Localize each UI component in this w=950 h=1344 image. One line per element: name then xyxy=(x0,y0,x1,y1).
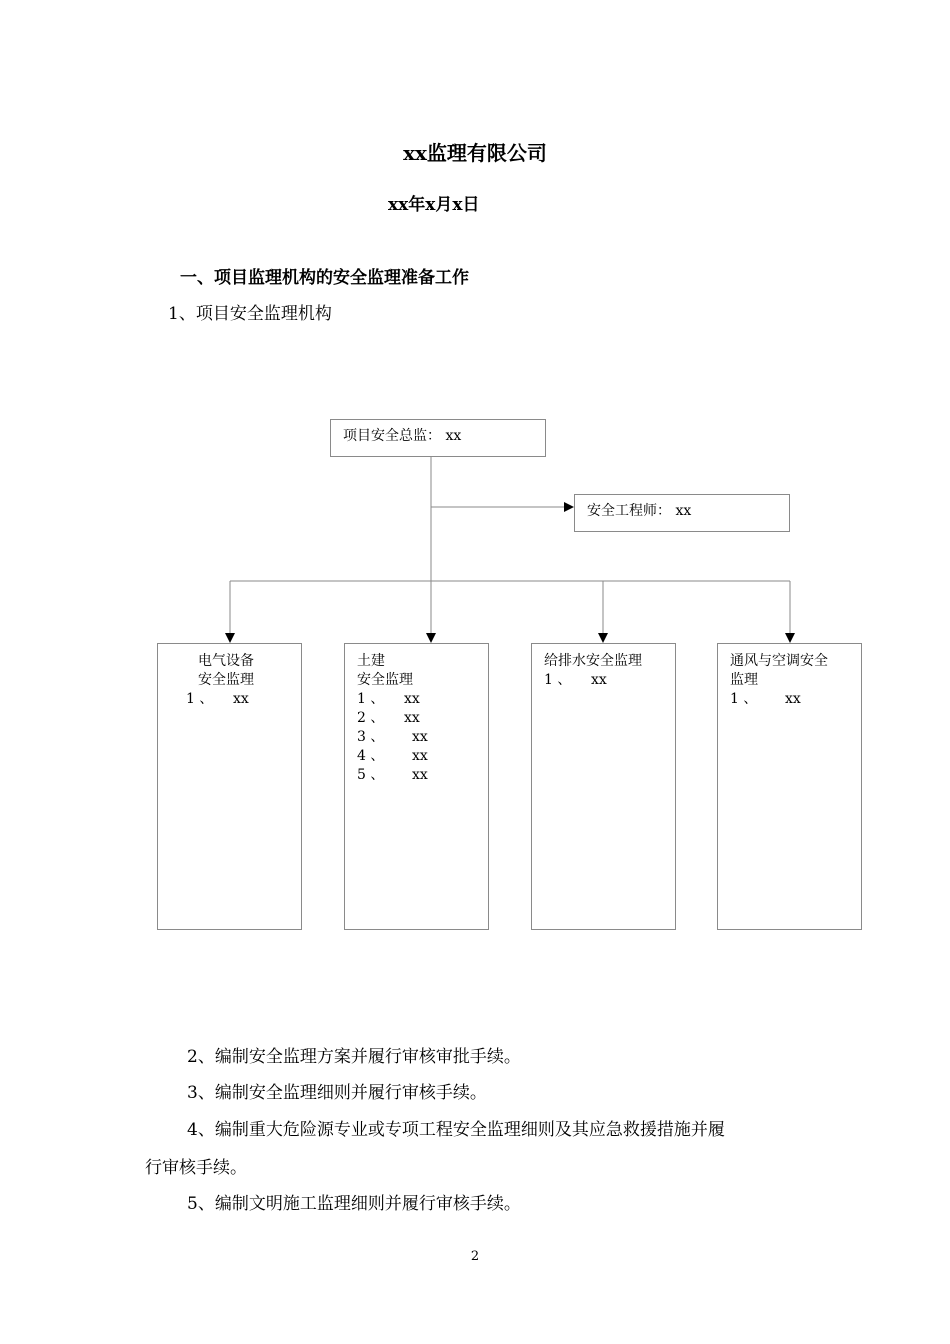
member-number: 3 、 xyxy=(357,729,385,745)
dept-member-item xyxy=(357,728,488,747)
member-name: xx xyxy=(591,672,607,688)
dept-member-item xyxy=(730,690,861,709)
chief-supervisor-label: 项目安全总监： xx xyxy=(343,428,462,444)
member-name: xx xyxy=(233,691,249,707)
dept-title-line: 安全监理 xyxy=(198,672,254,688)
dept-title-line: 监理 xyxy=(730,672,758,688)
member-number: 1 、 xyxy=(357,691,385,707)
member-number: 1 、 xyxy=(544,672,572,688)
dept-title-line: 安全监理 xyxy=(357,672,413,688)
dept-box-hvac xyxy=(717,643,862,930)
safety-engineer-box xyxy=(574,494,790,532)
list-item-3: 3、编制安全监理细则并履行审核手续。 xyxy=(187,1083,487,1103)
dept-member-item xyxy=(357,747,488,766)
member-number: 1 、 xyxy=(186,691,214,707)
member-name: xx xyxy=(404,710,420,726)
list-item-4-line-1: 4、编制重大危险源专业或专项工程安全监理细则及其应急救援措施并履 xyxy=(187,1120,725,1140)
member-number: 1 、 xyxy=(730,691,758,707)
member-name: xx xyxy=(412,729,428,745)
dept-member-item xyxy=(357,709,488,728)
dept-title-line: 给排水安全监理 xyxy=(544,653,642,669)
chief-supervisor-box xyxy=(330,419,546,457)
member-name: xx xyxy=(412,767,428,783)
dept-box-civil xyxy=(344,643,489,930)
member-number: 4 、 xyxy=(357,748,385,764)
member-name: xx xyxy=(412,748,428,764)
list-item-2: 2、编制安全监理方案并履行审核审批手续。 xyxy=(187,1047,521,1067)
member-number: 2 、 xyxy=(357,710,385,726)
dept-member-item xyxy=(357,690,488,709)
page-number: 2 xyxy=(470,1249,480,1264)
dept-box-plumbing xyxy=(531,643,676,930)
member-number: 5 、 xyxy=(357,767,385,783)
list-item-5: 5、编制文明施工监理细则并履行审核手续。 xyxy=(187,1194,521,1214)
dept-title-line: 电气设备 xyxy=(198,653,254,669)
member-name: xx xyxy=(404,691,420,707)
section-heading: 一、项目监理机构的安全监理准备工作 xyxy=(180,268,469,288)
dept-box-electrical xyxy=(157,643,302,930)
subsection-title: 1、项目安全监理机构 xyxy=(168,304,332,324)
dept-member-item xyxy=(544,671,675,690)
member-name: xx xyxy=(785,691,801,707)
dept-member-item xyxy=(357,766,488,785)
document-date: xx年x月x日 xyxy=(388,195,480,215)
list-item-4-line-2: 行审核手续。 xyxy=(145,1158,247,1178)
dept-title-line: 通风与空调安全 xyxy=(730,653,828,669)
dept-member-item xyxy=(186,690,301,709)
company-name: xx监理有限公司 xyxy=(403,141,547,165)
dept-title-line: 土建 xyxy=(357,653,385,669)
safety-engineer-label: 安全工程师： xx xyxy=(587,503,692,519)
